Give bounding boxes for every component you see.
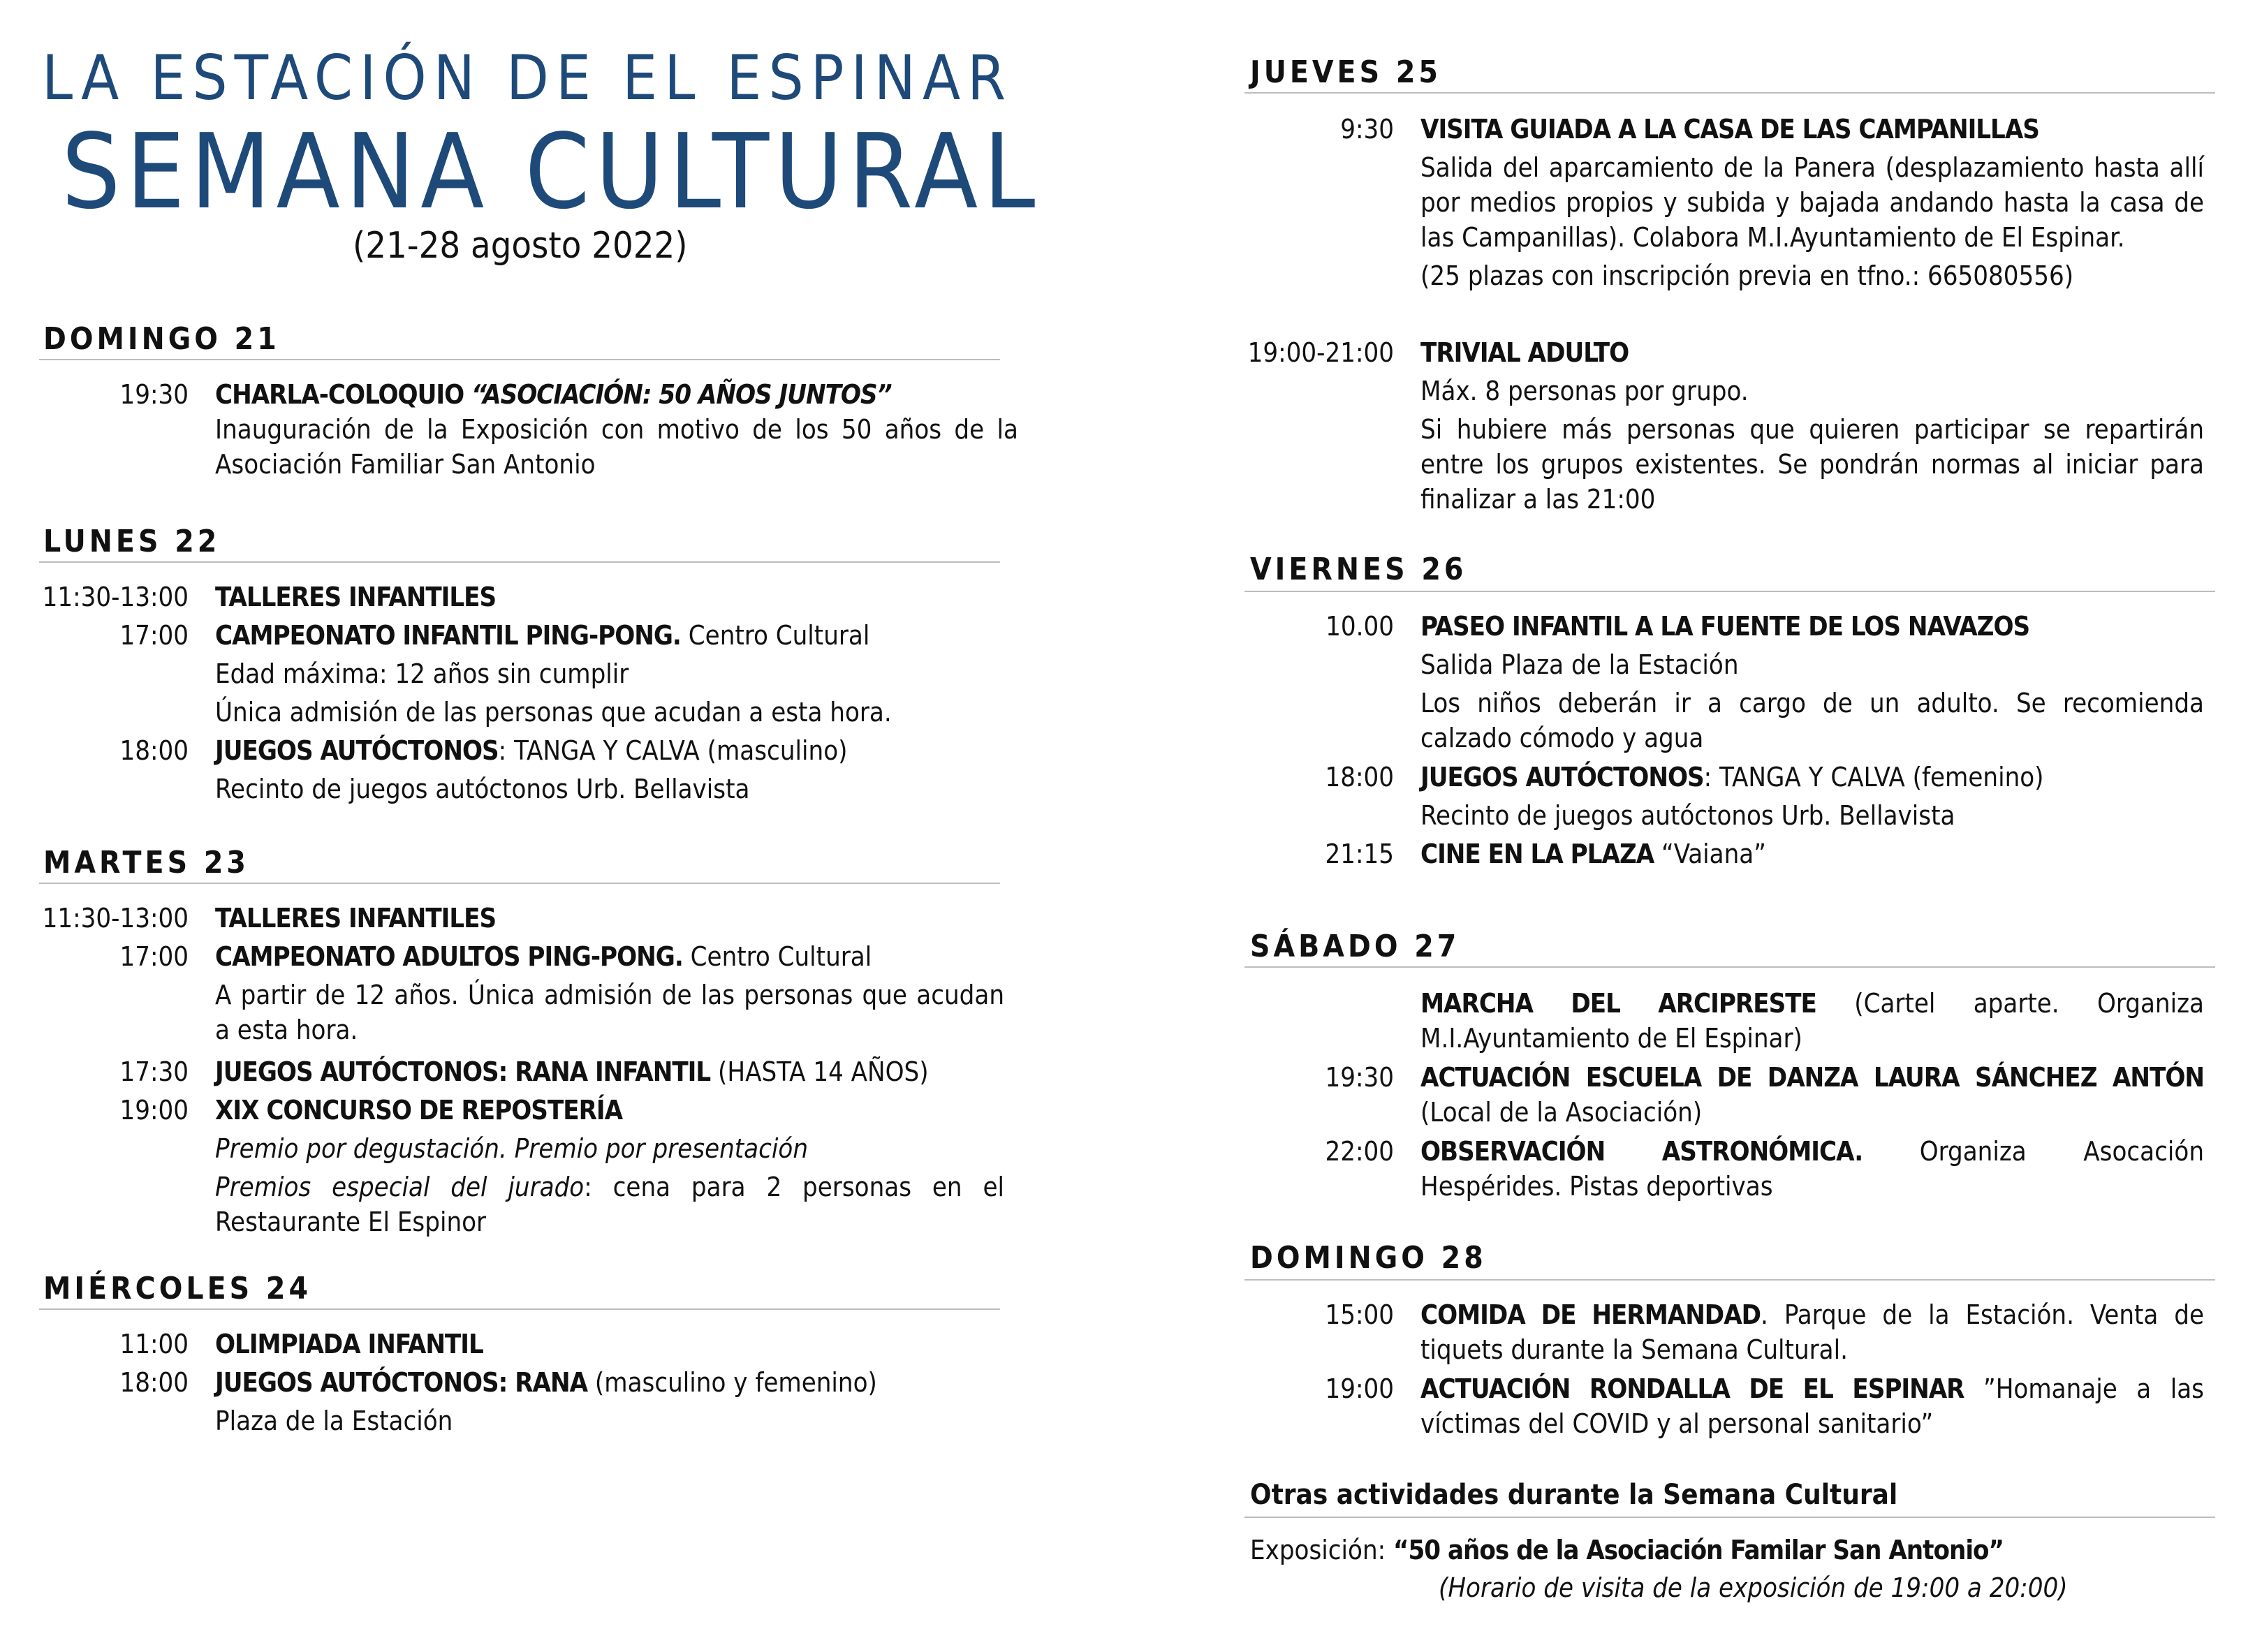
day-heading: JUEVES 25 — [1250, 54, 1441, 90]
event-desc: Salida del aparcamiento de la Panera (desplazamiento hasta allí por medios propios y subida y bajada andando hasta la casa de las Campanillas). Colabora M.I.Ayuntamiento de El Espinar. — [1420, 152, 2204, 253]
exhibition-title: “50 años de la Asociación Familar San Antonio” — [1393, 1535, 2004, 1565]
event-detail: “Vaiana” — [1654, 839, 1766, 869]
event-title: ACTUACIÓN RONDALLA DE EL ESPINAR — [1420, 1373, 1964, 1404]
event-time: 17:00 — [119, 620, 189, 651]
event-desc: : cena para 2 personas en el Restaurante El Espinor — [215, 1172, 1004, 1237]
event-desc: Recinto de juegos autóctonos Urb. Bellavista — [1420, 800, 1955, 831]
event-desc: Salida Plaza de la Estación — [1420, 649, 1739, 680]
divider — [39, 1308, 1000, 1310]
event-desc-prize: Premios especial del jurado — [215, 1172, 585, 1202]
event-title: TALLERES INFANTILES — [215, 903, 497, 934]
event-detail: Organiza Asocación Hespérides. Pistas deportivas — [1420, 1136, 2204, 1202]
date-range: (21-28 agosto 2022) — [353, 225, 688, 267]
divider — [39, 359, 1000, 360]
event-time: 19:00 — [1325, 1373, 1394, 1404]
event-desc: Los niños deberán ir a cargo de un adulto. Se recomienda calzado cómodo y agua — [1420, 688, 2204, 753]
event-time: 22:00 — [1325, 1136, 1394, 1167]
event-time: 19:00 — [119, 1095, 189, 1126]
event-time: 21:15 — [1325, 839, 1394, 869]
event-time: 19:30 — [1325, 1062, 1394, 1093]
page-title: SEMANA CULTURAL — [61, 112, 1041, 232]
event-desc: Recinto de juegos autóctonos Urb. Bellavista — [215, 774, 750, 804]
event-title: MARCHA DEL ARCIPRESTE — [1420, 988, 1816, 1019]
event-detail: (Local de la Asociación) — [1420, 1097, 1703, 1128]
event-desc: Única admisión de las personas que acudan a esta hora. — [215, 697, 892, 728]
event-title: CINE EN LA PLAZA — [1420, 839, 1654, 869]
event-title: JUEGOS AUTÓCTONOS — [1420, 762, 1704, 792]
event-detail: (HASTA 14 AÑOS) — [710, 1056, 929, 1087]
event-title: JUEGOS AUTÓCTONOS: RANA INFANTIL — [215, 1056, 711, 1087]
event-detail: (masculino y femenino) — [587, 1367, 877, 1398]
event-time: 18:00 — [1325, 762, 1394, 792]
event-time: 15:00 — [1325, 1299, 1394, 1330]
event-title: COMIDA DE HERMANDAD — [1420, 1299, 1761, 1330]
event-detail: (Cartel aparte. Organiza M.I.Ayuntamiento de El Espinar) — [1420, 988, 2204, 1054]
event-detail: : TANGA Y CALVA (femenino) — [1703, 762, 2044, 792]
exhibition-line — [1250, 1535, 2004, 1565]
event-time: 19:00-21:00 — [1247, 337, 1394, 368]
divider — [39, 883, 1000, 884]
event-venue: Centro Cultural — [680, 620, 870, 651]
event-detail: : TANGA Y CALVA (masculino) — [498, 735, 848, 766]
event-title: CAMPEONATO ADULTOS PING-PONG. — [215, 941, 683, 972]
event-desc: Plaza de la Estación — [215, 1406, 453, 1436]
event-time: 17:00 — [119, 941, 189, 972]
event-venue: Centro Cultural — [682, 941, 872, 972]
event-desc: Inauguración de la Exposición con motivo de los 50 años de la Asociación Familiar San Antonio — [215, 414, 1018, 480]
event-title: TALLERES INFANTILES — [215, 582, 497, 612]
day-heading: MIÉRCOLES 24 — [43, 1271, 311, 1306]
event-title: XIX CONCURSO DE REPOSTERÍA — [215, 1095, 623, 1126]
event-time: 19:30 — [119, 379, 189, 410]
event-desc: Premio por degustación. Premio por presentación — [215, 1133, 809, 1164]
event-title: VISITA GUIADA A LA CASA DE LAS CAMPANILLAS — [1420, 114, 2039, 145]
event-time: 18:00 — [119, 1367, 189, 1398]
day-heading: VIERNES 26 — [1250, 552, 1467, 587]
event-title: CHARLA-COLOQUIO — [215, 379, 472, 410]
event-title: TRIVIAL ADULTO — [1420, 337, 1629, 368]
other-activities-heading: Otras actividades durante la Semana Cultural — [1250, 1479, 1898, 1511]
event-title: PASEO INFANTIL A LA FUENTE DE LOS NAVAZOS — [1420, 611, 2030, 642]
event-time: 11:30-13:00 — [42, 582, 189, 612]
divider — [39, 561, 1000, 563]
event-time: 10.00 — [1325, 611, 1394, 642]
event-desc: (25 plazas con inscripción previa en tfno.: 665080556) — [1420, 260, 2074, 291]
day-heading: DOMINGO 28 — [1250, 1240, 1487, 1276]
day-heading: SÁBADO 27 — [1250, 929, 1460, 964]
event-time: 11:30-13:00 — [42, 903, 189, 934]
day-heading: MARTES 23 — [43, 845, 249, 880]
day-heading: LUNES 22 — [43, 524, 221, 559]
divider — [1244, 591, 2215, 592]
event-title: OBSERVACIÓN ASTRONÓMICA. — [1420, 1136, 1863, 1167]
event-time: 11:00 — [119, 1329, 189, 1359]
event-title: ACTUACIÓN ESCUELA DE DANZA LAURA SÁNCHEZ ANTÓN — [1420, 1062, 2204, 1093]
day-heading: DOMINGO 21 — [43, 321, 280, 357]
event-title-quote: “ASOCIACIÓN: 50 AÑOS JUNTOS” — [471, 379, 892, 410]
divider — [1244, 1517, 2215, 1518]
event-desc: Edad máxima: 12 años sin cumplir — [215, 658, 629, 689]
event-title: JUEGOS AUTÓCTONOS — [215, 735, 499, 766]
event-desc: A partir de 12 años. Única admisión de las personas que acudan a esta hora. — [215, 980, 1004, 1045]
divider — [1244, 92, 2215, 94]
exhibition-hours: (Horario de visita de la exposición de 19:00 a 20:00) — [1439, 1572, 2068, 1603]
divider — [1244, 1279, 2215, 1281]
event-desc: Si hubiere más personas que quieren participar se repartirán entre los grupos existentes. Se pondrán normas al iniciar para finalizar a las 21:00 — [1420, 414, 2204, 515]
event-title: CAMPEONATO INFANTIL PING-PONG. — [215, 620, 681, 651]
event-detail: ”Homanaje a las víctimas del COVID y al personal sanitario” — [1420, 1373, 2204, 1439]
event-desc: Máx. 8 personas por grupo. — [1420, 376, 1749, 406]
event-time: 9:30 — [1340, 114, 1394, 145]
event-time: 17:30 — [119, 1056, 189, 1087]
event-time: 18:00 — [119, 735, 189, 766]
event-detail: . Parque de la Estación. Venta de tiquets durante la Semana Cultural. — [1420, 1299, 2205, 1365]
event-title: OLIMPIADA INFANTIL — [215, 1329, 483, 1359]
event-title: JUEGOS AUTÓCTONOS: RANA — [215, 1367, 588, 1398]
header-subtitle: LA ESTACIÓN DE EL ESPINAR — [42, 42, 1013, 114]
exhibition-label: Exposición: — [1250, 1535, 1394, 1565]
divider — [1244, 966, 2215, 968]
